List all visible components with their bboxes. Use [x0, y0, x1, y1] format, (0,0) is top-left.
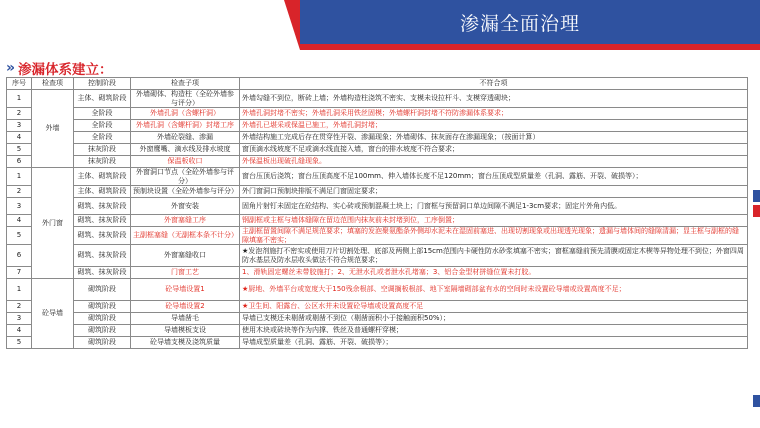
- title-banner: [300, 0, 760, 44]
- table-row: [7, 325, 748, 337]
- non-conformity: 使用木块或砖块等作为内撑、铁丝及普通螺杆穿模；: [240, 325, 748, 337]
- check-item: 外窗安装: [131, 198, 240, 215]
- control-stage: 主体、砌筑阶段: [74, 90, 131, 108]
- control-stage: 全阶段: [74, 120, 131, 132]
- check-item: 预制块设置（全砼外墙参与评分）: [131, 186, 240, 198]
- check-item: 外墙孔洞（含螺杆洞）封堵工序: [131, 120, 240, 132]
- group-label: 外门窗: [32, 168, 74, 279]
- non-conformity: 外墙孔已堪采或保温已施工，外墙孔洞封堵；: [240, 120, 748, 132]
- non-conformity: ★卫生间、阳露台、公区水井未设置砼导墙或设置高度不足: [240, 301, 748, 313]
- control-stage: 主体、砌筑阶段: [74, 168, 131, 186]
- table-row: [7, 90, 748, 108]
- table-row: [7, 313, 748, 325]
- check-item: 砼导墙支模及浇筑质量: [131, 337, 240, 349]
- control-stage: 砌筑、抹灰阶段: [74, 227, 131, 245]
- non-conformity: 窗台压顶后浇筑；窗台压顶高度不足100mm、伸入墙体长度不足120mm；窗台压顶成型质量差（孔洞、露筋、开裂、破损等）；: [240, 168, 748, 186]
- check-item: 门窗工艺: [131, 267, 240, 279]
- header-cell: 不符合项: [240, 78, 748, 90]
- table-row: [7, 215, 748, 227]
- check-item: 外窗塞缝工序: [131, 215, 240, 227]
- check-item: 砼导墙设置1: [131, 279, 240, 301]
- table-row: [7, 337, 748, 349]
- group-label: 外墙: [32, 90, 74, 168]
- non-conformity: 外墙勾缝不到位，断砖上墙；外墙构造柱浇筑不密实、支模未设拉杆斗、支模穿透砌块；: [240, 90, 748, 108]
- control-stage: 砌筑、抹灰阶段: [74, 198, 131, 215]
- row-number: 2: [7, 108, 32, 120]
- table-row: [7, 267, 748, 279]
- check-item: 外墙砼裂缝、渗漏: [131, 132, 240, 144]
- non-conformity: 导墙已支模还未剔凿或剔凿不到位（剔凿面积小于接触面积50%）；: [240, 313, 748, 325]
- check-item: 外窗塞缝收口: [131, 245, 240, 267]
- section-title: 渗漏体系建立：: [18, 62, 113, 78]
- check-item: 外窗鹰嘴、滴水线及排水坡度: [131, 144, 240, 156]
- row-number: 1: [7, 168, 32, 186]
- check-item: 外墙孔洞（含螺杆洞）: [131, 108, 240, 120]
- non-conformity: 固角片射钉未固定在砼结构、实心砖或预制混凝土块上；门窗框与预留洞口单边间隙不满足1-3cm要求；固定片外角内低。: [240, 198, 748, 215]
- control-stage: 抹灰阶段: [74, 144, 131, 156]
- header: [0, 0, 760, 52]
- check-item: 主副框塞缝（无副框本条不计分）: [131, 227, 240, 245]
- control-stage: 主体、砌筑阶段: [74, 186, 131, 198]
- control-stage: 砌筑阶段: [74, 313, 131, 325]
- check-item: 导墙凿毛: [131, 313, 240, 325]
- control-stage: 砌筑阶段: [74, 325, 131, 337]
- header-cell: 序号: [7, 78, 32, 90]
- non-conformity: ★发泡剂施打不密实或使用刀片切割处理、底部及两侧上部15cm范围内卡硬性防水砂浆填塞不密实；窗框塞缝前预先清膜或固定木楔等异物处理不到位；外窗四周防水基层及防水层收头做法不符合规范要求；: [240, 245, 748, 267]
- row-number: 1: [7, 279, 32, 301]
- control-stage: 砌筑、抹灰阶段: [74, 215, 131, 227]
- control-stage: 砌筑、抹灰阶段: [74, 267, 131, 279]
- non-conformity: 外墙孔洞封堵不密实；外墙孔洞采用铁丝固模；外墙螺杆洞封堵不符防渗漏体系要求；: [240, 108, 748, 120]
- row-number: 6: [7, 156, 32, 168]
- control-stage: 砌筑、抹灰阶段: [74, 245, 131, 267]
- control-stage: 抹灰阶段: [74, 156, 131, 168]
- table-row: [7, 156, 748, 168]
- row-number: 2: [7, 301, 32, 313]
- non-conformity: 导墙成型质量差（孔洞、露筋、开裂、破损等）；: [240, 337, 748, 349]
- control-stage: 全阶段: [74, 108, 131, 120]
- table-row: [7, 132, 748, 144]
- header-cell: 检查子项: [131, 78, 240, 90]
- table-row: [7, 301, 748, 313]
- row-number: 3: [7, 313, 32, 325]
- chevron-icon: »: [6, 60, 16, 76]
- non-conformity: 钢副框或主框与墙体缝隙在留边范围内抹灰前未封堵到位，工序倒置；: [240, 215, 748, 227]
- table-row: [7, 120, 748, 132]
- header-cell: 检查项: [32, 78, 74, 90]
- non-conformity: 主副框留置间隙不满足规范要求；填塞的发泡聚氨酯条外侧却水泥未在湿固前塞进、出现切割现象或出现透光现象；遗漏与墙体间的缝隙清漏；显主框与副框的缝隙填塞不密实；: [240, 227, 748, 245]
- row-number: 3: [7, 198, 32, 215]
- table-row: [7, 168, 748, 186]
- side-tab: [753, 190, 760, 202]
- check-item: 导墙模板支设: [131, 325, 240, 337]
- table-header-row: [7, 78, 748, 90]
- non-conformity: 1、滑轨固定螺丝未带胶施打；2、无泄水孔或者泄水孔堵塞；3、铝合金型材拼缝位置未打胶。: [240, 267, 748, 279]
- table-row: [7, 198, 748, 215]
- non-conformity: 外门窗洞口预制块排版不满足门窗固定要求；: [240, 186, 748, 198]
- row-number: 7: [7, 267, 32, 279]
- control-stage: 砌筑阶段: [74, 301, 131, 313]
- control-stage: 砌筑阶段: [74, 337, 131, 349]
- table-row: [7, 186, 748, 198]
- control-stage: 全阶段: [74, 132, 131, 144]
- row-number: 4: [7, 325, 32, 337]
- section-heading: [6, 60, 113, 76]
- header-cell: 控制阶段: [74, 78, 131, 90]
- table-row: [7, 279, 748, 301]
- check-item: 保温板收口: [131, 156, 240, 168]
- check-item: 砼导墙设置2: [131, 301, 240, 313]
- table-row: [7, 227, 748, 245]
- table-row: [7, 245, 748, 267]
- row-number: 5: [7, 227, 32, 245]
- side-tab: [753, 205, 760, 217]
- non-conformity: ★厨地、外墙平台或宽度大于150残余根部、空调搁板根部、地下室隔墙砌部盆有水的空间时未设置砼导墙或设置高度不足；: [240, 279, 748, 301]
- row-number: 3: [7, 120, 32, 132]
- non-conformity: 外保温板出现破孔缝现象。: [240, 156, 748, 168]
- banner-accent: [284, 0, 300, 50]
- row-number: 5: [7, 144, 32, 156]
- row-number: 6: [7, 245, 32, 267]
- page-title: 渗漏全面治理: [459, 12, 580, 35]
- check-item: 外墙砌体、构造柱（全砼外墙参与评分）: [131, 90, 240, 108]
- row-number: 4: [7, 132, 32, 144]
- group-label: 砼导墙: [32, 279, 74, 349]
- control-stage: 砌筑阶段: [74, 279, 131, 301]
- non-conformity: 窗顶滴水线坡度不足或滴水线直接入墙，窗台的排水坡度不符合要求；: [240, 144, 748, 156]
- table-row: [7, 144, 748, 156]
- table-row: [7, 108, 748, 120]
- side-tab: [753, 395, 760, 407]
- row-number: 1: [7, 90, 32, 108]
- inspection-table: [6, 77, 748, 349]
- check-item: 外窗洞口节点（全砼外墙参与评分）: [131, 168, 240, 186]
- banner-stripe: [300, 44, 760, 50]
- row-number: 2: [7, 186, 32, 198]
- non-conformity: 外墙结构施工完成后存在贯穿性开裂、渗漏现象；外墙砌体、抹灰面存在渗漏现象；（按面计算）: [240, 132, 748, 144]
- row-number: 5: [7, 337, 32, 349]
- row-number: 4: [7, 215, 32, 227]
